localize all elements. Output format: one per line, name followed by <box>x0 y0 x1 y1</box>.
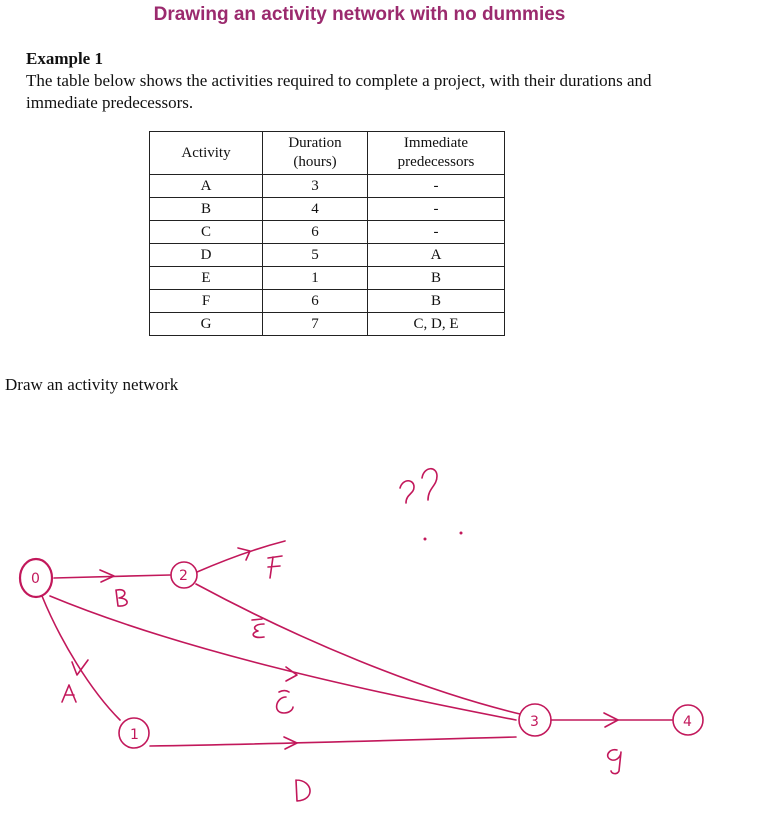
cell-activity: A <box>150 175 263 198</box>
cell-duration: 3 <box>263 175 368 198</box>
cell-activity: D <box>150 244 263 267</box>
cell-activity: B <box>150 198 263 221</box>
node-2 <box>171 562 197 588</box>
label-e <box>0 0 264 637</box>
cell-predecessors: - <box>368 221 505 244</box>
cell-duration: 6 <box>263 221 368 244</box>
cell-predecessors: - <box>368 175 505 198</box>
arrow-c <box>286 667 297 681</box>
header-duration: Duration (hours) <box>263 132 368 175</box>
node-1-label: 1 <box>130 727 139 743</box>
node-0-label: 0 <box>31 571 40 587</box>
edge-a <box>42 596 120 720</box>
cell-activity: C <box>150 221 263 244</box>
edge-c <box>50 596 516 720</box>
node-2-label: 2 <box>179 568 188 584</box>
label-b <box>0 0 127 606</box>
cell-predecessors: B <box>368 267 505 290</box>
node-3 <box>519 704 551 736</box>
label-f <box>0 0 282 578</box>
node-4-label: 4 <box>683 714 692 730</box>
cell-activity: G <box>150 313 263 336</box>
cell-duration: 4 <box>263 198 368 221</box>
label-c <box>0 0 293 713</box>
header-predecessors: Immediate predecessors <box>368 132 505 175</box>
task-prompt: Draw an activity network <box>5 375 179 394</box>
question-marks-annotation <box>0 0 463 541</box>
cell-activity: E <box>150 267 263 290</box>
cell-activity: F <box>150 290 263 313</box>
page-title: Drawing an activity network with no dummies <box>153 4 566 25</box>
cell-duration: 5 <box>263 244 368 267</box>
node-0 <box>20 559 52 597</box>
node-3-label: 3 <box>530 714 539 730</box>
cell-duration: 1 <box>263 267 368 290</box>
label-d <box>0 0 310 801</box>
cell-predecessors: A <box>368 244 505 267</box>
example-heading: Example 1 <box>26 49 103 68</box>
cell-predecessors: B <box>368 290 505 313</box>
cell-duration: 7 <box>263 313 368 336</box>
node-1 <box>119 718 149 748</box>
cell-predecessors: - <box>368 198 505 221</box>
intro-text: The table below shows the activities required to complete a project, with their durations and immediate predecessors. <box>26 71 652 112</box>
cell-predecessors: C, D, E <box>368 313 505 336</box>
cell-duration: 6 <box>263 290 368 313</box>
edge-e <box>196 584 520 714</box>
edge-d <box>150 737 516 746</box>
header-activity: Activity <box>150 132 263 175</box>
node-4 <box>673 705 703 735</box>
